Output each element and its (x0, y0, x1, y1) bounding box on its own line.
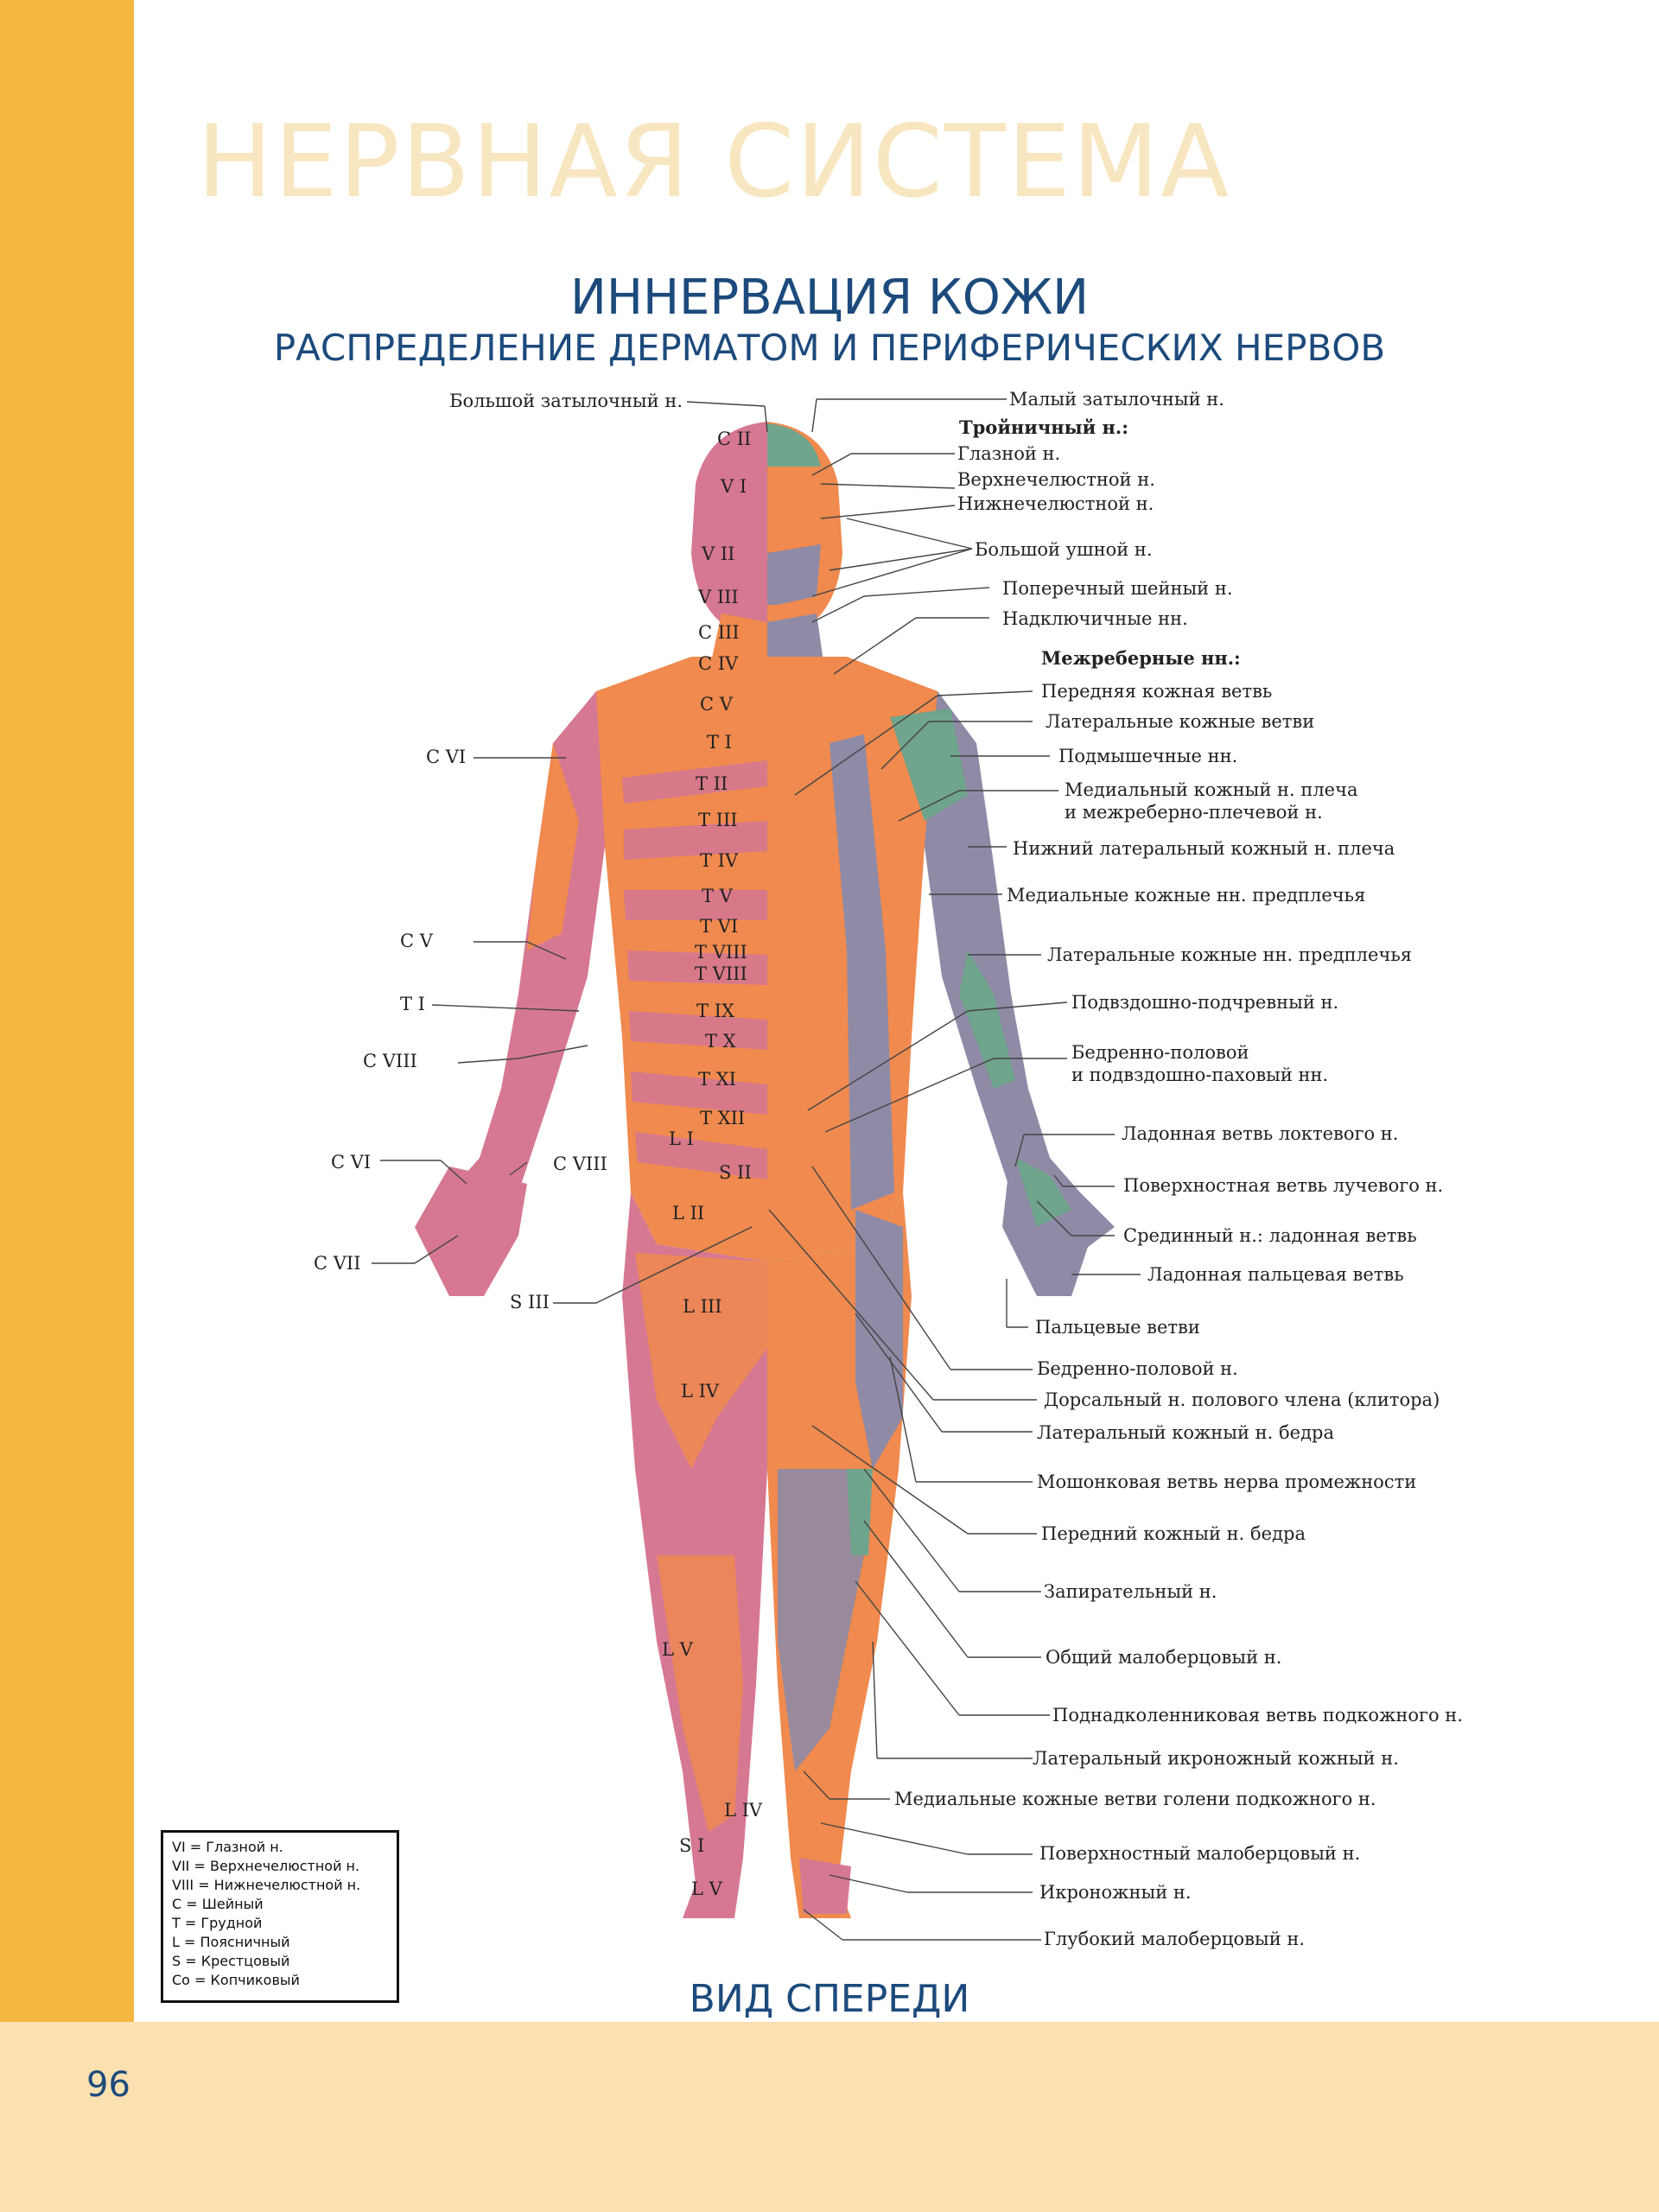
dermatome-label: L V (662, 1639, 693, 1660)
dermatome-label: S II (719, 1162, 752, 1183)
dermatome-label: L IV (724, 1800, 763, 1821)
dermatome-label: S III (510, 1292, 550, 1313)
label-troynichny: Тройничный н.: (959, 416, 1128, 438)
label-podmyshechnye: Подмышечные нн. (1058, 746, 1238, 766)
dermatome-label: T XI (698, 1069, 736, 1090)
label-peredny-bedra: Передний кожный н. бедра (1041, 1523, 1306, 1544)
label-medialnye-goleni: Медиальные кожные ветви голени подкожного н. (894, 1789, 1376, 1809)
label-glubokiy-maloberts: Глубокий малоберцовый н. (1044, 1929, 1306, 1949)
section-title: НЕРВНАЯ СИСТЕМА (197, 104, 1231, 220)
dermatome-label: T III (698, 810, 738, 830)
dermatome-label: C VIII (553, 1154, 607, 1174)
label-lateralny-bedra: Латеральный кожный н. бедра (1037, 1422, 1334, 1443)
label-lateralnye-predplechya: Латеральные кожные нн. предплечья (1047, 944, 1413, 965)
label-obshchy-maloberts: Общий малоберцовый н. (1046, 1647, 1282, 1668)
dermatome-label: C VI (331, 1152, 372, 1173)
dermatome-label: C IV (698, 653, 739, 674)
dermatome-label: L II (672, 1203, 705, 1224)
dermatome-label: C II (717, 429, 752, 449)
label-medialny-plecha-2: и межреберно-плечевой н. (1065, 802, 1323, 823)
dermatome-label: L III (683, 1296, 722, 1317)
label-glaznoy: Глазной н. (957, 443, 1061, 464)
label-dorsalny: Дорсальный н. полового члена (клитора) (1044, 1389, 1440, 1410)
label-poperechny-sheyny: Поперечный шейный н. (1002, 578, 1233, 599)
label-nizhnechelyustnoy: Нижнечелюстной н. (957, 493, 1154, 514)
body-right-half (767, 422, 1115, 1918)
dermatome-label: T I (707, 732, 732, 753)
dermatome-label: C VII (314, 1253, 361, 1274)
dermatome-label: L I (669, 1128, 694, 1149)
label-medialnye-predplechya: Медиальные кожные нн. предплечья (1007, 885, 1366, 906)
label-paltsevye: Пальцевые ветви (1035, 1317, 1200, 1338)
label-moshonkovaya: Мошонковая ветвь нерва промежности (1037, 1471, 1417, 1492)
legend-item: T = Грудной (172, 1915, 263, 1931)
label-podnadkolennikovaya: Поднадколенниковая ветвь подкожного н. (1052, 1705, 1463, 1726)
dermatome-label: T XII (700, 1108, 746, 1128)
dermatome-label: S I (679, 1835, 705, 1856)
legend-item: VI = Глазной н. (172, 1839, 283, 1855)
label-medialny-plecha-1: Медиальный кожный н. плеча (1065, 779, 1358, 800)
label-nadklyuchichnye: Надключичные нн. (1002, 608, 1188, 629)
dermatome-label: C V (700, 694, 733, 715)
dermatome-label: C VIII (363, 1051, 417, 1071)
label-zapiratelny: Запирательный н. (1044, 1581, 1217, 1602)
legend-item: S = Крестцовый (172, 1953, 290, 1969)
label-nizhny-lateralny-plecha: Нижний латеральный кожный н. плеча (1013, 838, 1395, 859)
label-mezhrebernye: Межреберные нн.: (1041, 647, 1241, 669)
label-ikronozhny: Икроножный н. (1039, 1882, 1192, 1903)
label-bedrenno-polovoy-1: Бедренно-половой (1071, 1042, 1249, 1063)
label-bedrenno-polovoy-b: Бедренно-половой н. (1037, 1358, 1238, 1379)
label-bedrenno-polovoy-2: и подвздошно-паховый нн. (1071, 1065, 1329, 1085)
legend-item: VII = Верхнечелюстной н. (172, 1858, 360, 1874)
label-sredinny: Срединный н.: ладонная ветвь (1123, 1225, 1417, 1246)
label-bolshoy-zatylochny: Большой затылочный н. (449, 391, 683, 411)
view-title: ВИД СПЕРЕДИ (689, 1977, 970, 2021)
legend-item: L = Поясничный (172, 1934, 290, 1950)
legend-item: Co = Копчиковый (172, 1972, 300, 1988)
dermatome-label: T X (705, 1031, 736, 1052)
page-subtitle: РАСПРЕДЕЛЕНИЕ ДЕРМАТОМ И ПЕРИФЕРИЧЕСКИХ НЕРВОВ (273, 327, 1386, 369)
label-podvzdoshno-podchrevny: Подвздошно-подчревный н. (1071, 992, 1339, 1013)
label-poverkhnostnaya-luchevogo: Поверхностная ветвь лучевого н. (1123, 1175, 1444, 1196)
dermatome-label: L V (691, 1878, 722, 1899)
dermatome-label: T VIII (695, 963, 747, 984)
label-ladonnaya-paltsevaya: Ладонная пальцевая ветвь (1147, 1264, 1404, 1285)
dermatome-label: T I (400, 994, 425, 1014)
dermatome-label: C VI (426, 747, 467, 767)
dermatome-label: T II (696, 773, 728, 794)
dermatome-label: T VIII (695, 942, 747, 963)
label-maly-zatylochny: Малый затылочный н. (1009, 389, 1224, 410)
dermatome-label: V II (702, 543, 735, 564)
dermatome-label: C V (400, 931, 433, 951)
dermatome-label: T IX (696, 1001, 734, 1021)
legend-item: C = Шейный (172, 1896, 264, 1912)
label-poverkhnostny-maloberts: Поверхностный малоберцовый н. (1039, 1843, 1361, 1864)
dermatome-label: T VI (700, 916, 739, 937)
dermatome-label: T IV (700, 850, 739, 871)
dermatome-label: T V (702, 886, 733, 906)
label-verkhnechelyustnoy: Верхнечелюстной н. (957, 469, 1155, 490)
page-number: 96 (86, 2065, 130, 2105)
legend-item: VIII = Нижнечелюстной н. (172, 1877, 361, 1893)
label-lateralny-ikronozhny: Латеральный икроножный кожный н. (1033, 1748, 1399, 1769)
dermatome-label: V III (698, 587, 739, 607)
dermatome-label: L IV (681, 1381, 720, 1402)
label-perednyaya-kozhnaya: Передняя кожная ветвь (1041, 681, 1273, 702)
page-title: ИННЕРВАЦИЯ КОЖИ (569, 270, 1090, 326)
label-bolshoy-ushnoy: Большой ушной н. (975, 539, 1153, 560)
label-ladonnaya-loktevogo: Ладонная ветвь локтевого н. (1122, 1123, 1399, 1144)
label-lateralnye-kozhnye: Латеральные кожные ветви (1046, 711, 1315, 732)
dermatome-label: V I (721, 476, 747, 497)
dermatome-label: C III (698, 622, 740, 643)
